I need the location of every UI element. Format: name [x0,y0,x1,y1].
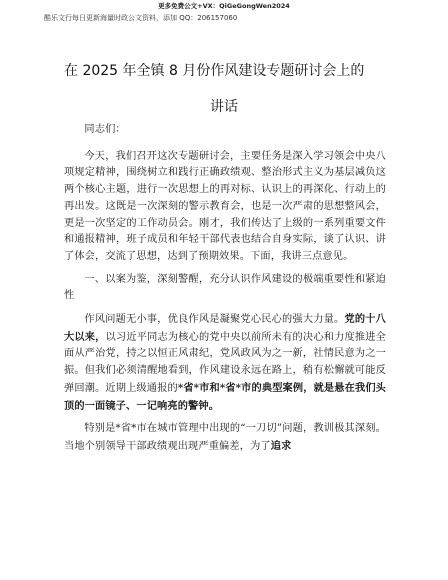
promo-banner: 更多免费公文+VX：QiGeGongWen2024 [158,2,290,10]
paragraph-3-end: 追求 [270,439,292,452]
paragraph-2-bold: 党的十八大以来， [64,313,386,343]
paragraph-2-lead: 作风问题无小事，优良作风是凝聚党心民心的强大力量。 [84,314,345,326]
salutation: 同志们： [84,124,126,135]
document-body [64,122,386,462]
section-heading-1: 一、以案为鉴，深刻警醒，充分认识作风建设的极端重要性和紧迫性 [64,273,386,302]
paragraph-intro: 今天，我们召开这次专题研讨会，主要任务是深入学习领会中央八项规定精神，围绕树立和践行正确政绩观、整治形式主义为基层减负这两个核心主题，进行一次思想上的再对标、认识上的再深化、行动上的再出发。这既是一次深刻的警示教育会，也是一次严肃的思想整风会，更是一次坚定的工作动员会。刚才，我们传达了上级的一系列重要文件和通报精神，班子成员和年轻干部代表也结合自身实际，谈了认识、讲了体会，交流了思想，达到了预期效果。下面，我讲三点意见。 [64,150,386,262]
promo-subline: 酷乐文行每日更新海量时政公文资料，添加 QQ：206157060 [44,14,238,22]
paragraph-3 [64,421,386,455]
paragraph-2 [64,311,386,415]
paragraph-2-body: 以习近平同志为核心的党中央以前所未有的决心和力度推进全面从严治党，持之以恒正风肃纪，党风政风为之一新，社情民意为之一振。但我们必须清醒地看到，作风建设永远在路上，稍有松懈就可能反弹回潮。近期上级通报的 [64,331,386,394]
document-title: 在 2025 年全镇 8 月份作风建设专题研讨会上的 [64,63,365,79]
paragraph-2-cases: *省*市和*省*市的典型案例，就是悬在我们头顶的一面镜子、一记响亮的警钟。 [64,381,387,412]
paragraph-3-body: 特别是*省*市在城市管理中出现的“一刀切”问题，教训极其深刻。当地个别领导干部政绩观出现严重偏差，为了 [64,423,386,452]
document-subtitle: 讲话 [210,99,238,115]
